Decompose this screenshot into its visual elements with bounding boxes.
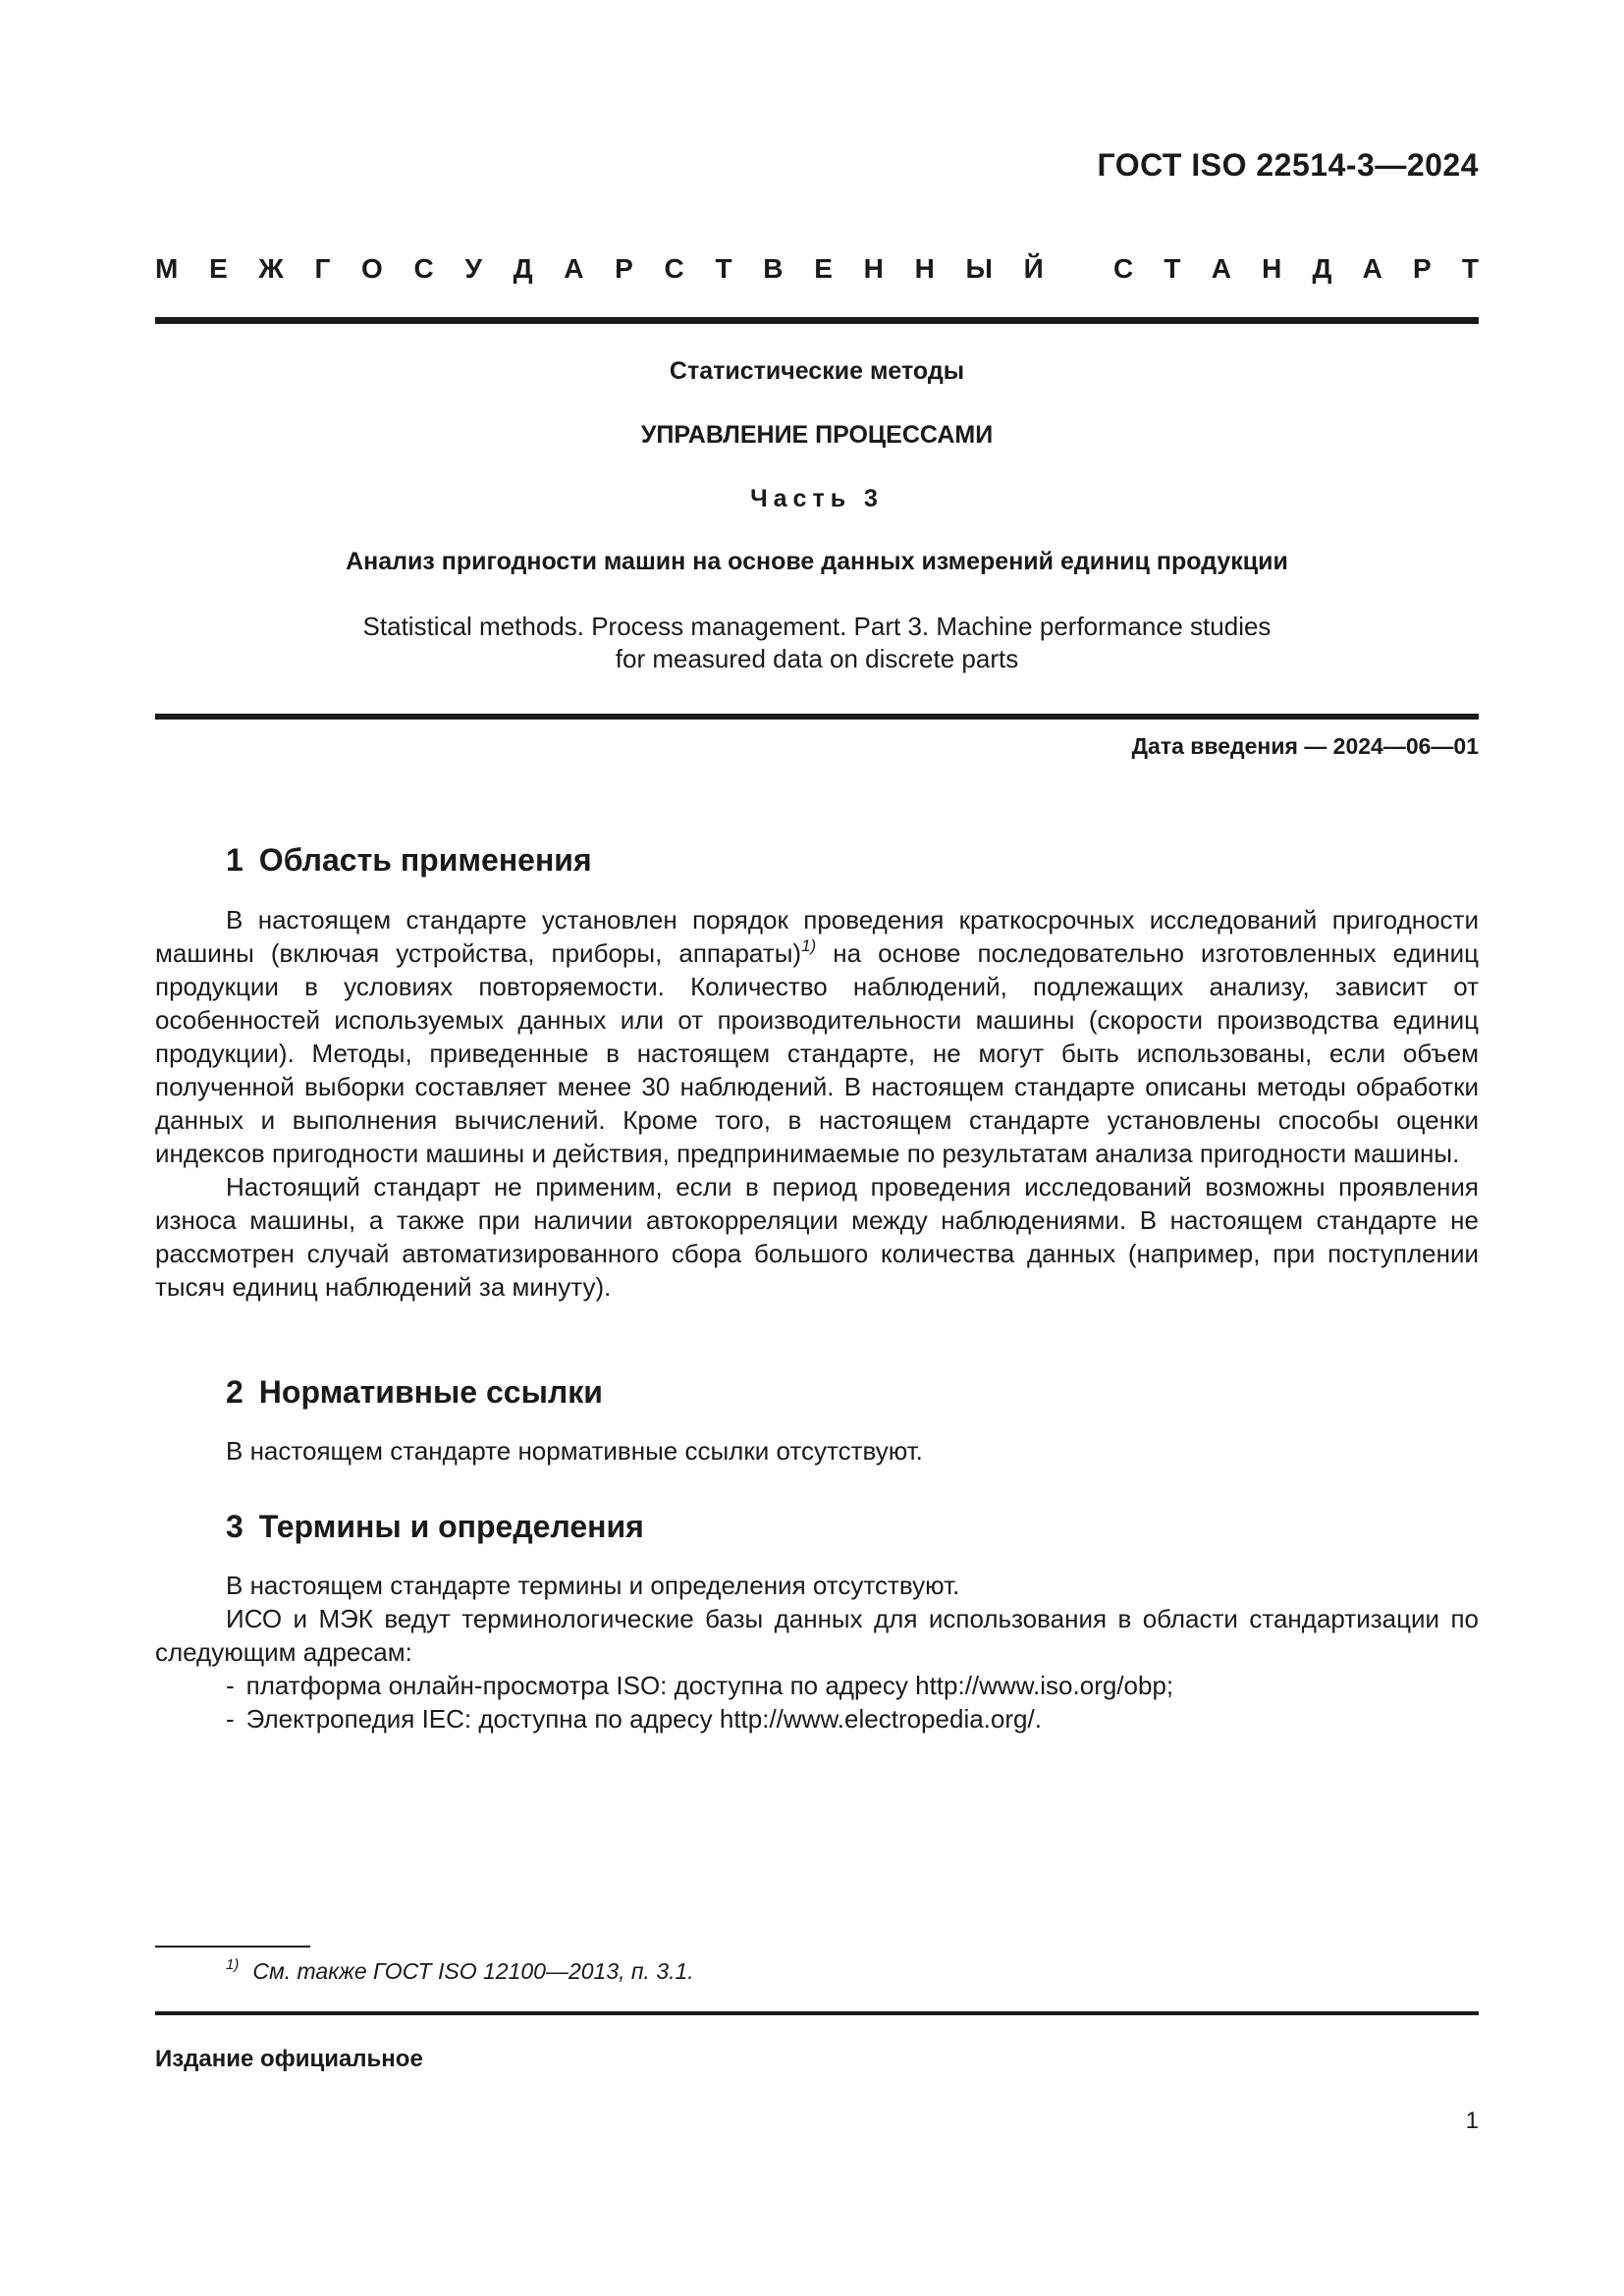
banner-letter: Д: [513, 253, 533, 284]
edition-label: Издание официальное: [155, 2046, 423, 2072]
footnote-text: См. также ГОСТ ISO 12100—2013, п. 3.1.: [252, 1958, 694, 1984]
section-body-normative-references: [155, 1434, 1479, 1468]
banner-letter: А: [564, 253, 584, 284]
title-category: Статистические методы: [669, 357, 965, 385]
section-body-terms: [155, 1569, 1479, 1735]
banner-letter: У: [464, 253, 482, 284]
footnote-separator: [155, 1946, 310, 1948]
banner-letter: Ы: [965, 253, 993, 284]
banner-letter: Т: [715, 253, 732, 284]
banner-letter: Н: [914, 253, 935, 284]
scope-paragraph-2: Настоящий стандарт не применим, если в период проведения исследований возможны проявления износа машины, а также при наличии автокорреляции между наблюдениями. В настоящем стандарте не рассмотрен случай автоматизированного сбора большого количества данных (например, при поступлении тысяч единиц наблюдений за минуту).: [155, 1172, 1479, 1302]
page-number: 1: [1465, 2108, 1479, 2134]
section-body-scope: [155, 903, 1479, 1304]
intro-date: Дата введения — 2024—06—01: [1131, 733, 1479, 759]
banner-letter: Е: [814, 253, 833, 284]
banner-letter: М: [155, 253, 179, 284]
section-title: Термины и определения: [258, 1509, 644, 1544]
title-english-line-2: for measured data on discrete parts: [615, 644, 1019, 673]
section-number: 2: [226, 1374, 244, 1410]
banner-letter: А: [1362, 253, 1382, 284]
banner-letter: А: [1211, 253, 1231, 284]
banner-letter: В: [763, 253, 784, 284]
section-heading-scope: [226, 842, 592, 879]
banner-letter: Н: [863, 253, 884, 284]
banner-letter: Т: [1164, 253, 1181, 284]
title-part: Часть 3: [750, 485, 884, 512]
banner-letter: С: [413, 253, 434, 284]
document-number: ГОСТ ISO 22514-3—2024: [1097, 147, 1479, 183]
section-title: Область применения: [258, 842, 592, 878]
section-heading-normative-references: [226, 1374, 603, 1411]
banner-letter: Р: [615, 253, 633, 284]
list-dash: -: [226, 1704, 235, 1734]
scope-paragraph-1-text-a: В настоящем стандарте установлен порядок проведения краткосрочных исследований пригодности машины (включая устройства, приборы, аппараты): [155, 905, 1479, 968]
title-subtitle: Анализ пригодности машин на основе данных измерений единиц продукции: [346, 548, 1288, 575]
terms-paragraph-1: В настоящем стандарте термины и определения отсутствуют.: [226, 1571, 960, 1600]
banner-letter: Т: [1461, 253, 1479, 284]
list-dash: -: [226, 1671, 235, 1700]
banner-letter: С: [1113, 253, 1134, 284]
footnote-mark: 1): [226, 1956, 240, 1973]
banner-letter: С: [664, 253, 684, 284]
title-english: [155, 611, 1479, 675]
list-item-text: платформа онлайн-просмотра ISO: доступна по адресу http://www.iso.org/obp;: [245, 1671, 1174, 1700]
banner-letter: Ж: [258, 253, 284, 284]
banner-letter: Г: [314, 253, 331, 284]
footnote: [226, 1956, 694, 1985]
scope-paragraph-1: [155, 903, 1479, 1170]
section-title: Нормативные ссылки: [258, 1374, 603, 1410]
banner-letter: Р: [1413, 253, 1432, 284]
section-number: 1: [226, 842, 244, 878]
interstate-word-2: [1113, 253, 1479, 285]
banner-letter: О: [361, 253, 383, 284]
top-divider: [155, 317, 1479, 324]
terms-paragraph-2: ИСО и МЭК ведут терминологические базы данных для использования в области стандартизации по следующим адресам:: [155, 1604, 1479, 1667]
title-divider: [155, 714, 1479, 720]
banner-letter: Н: [1262, 253, 1282, 284]
list-item: [155, 1702, 1479, 1735]
list-item: [155, 1669, 1479, 1702]
section-heading-terms: [226, 1509, 644, 1545]
section-number: 3: [226, 1509, 244, 1544]
list-item-text: Электропедия IEC: доступна по адресу http://www.electropedia.org/.: [245, 1704, 1042, 1734]
scope-paragraph-1-text-b: на основе последовательно изготовленных единиц продукции в условиях повторяемости. Количество наблюдений, подлежащих анализу, зависит от особенностей используемых данных или от производительности машины (скорости производства единиц продукции). Методы, приведенные в настоящем стандарте, не могут быть использованы, если объем полученной выборки составляет менее 30 наблюдений. В настоящем стандарте описаны методы обработки данных и выполнения вычислений. Кроме того, в настоящем стандарте установлены способы оценки индексов пригодности машины и действия, предпринимаемые по результатам анализа пригодности машины.: [155, 938, 1479, 1168]
footer-divider: [155, 2011, 1479, 2015]
normative-references-paragraph: В настоящем стандарте нормативные ссылки отсутствуют.: [226, 1436, 923, 1466]
banner-letter: Е: [209, 253, 228, 284]
title-main: УПРАВЛЕНИЕ ПРОЦЕССАМИ: [640, 421, 994, 449]
banner-letter: Й: [1023, 253, 1044, 284]
footnote-reference: 1): [801, 936, 817, 955]
banner-letter: Д: [1312, 253, 1332, 284]
interstate-word-1: [155, 253, 1044, 285]
interstate-standard-banner: [155, 253, 1479, 285]
title-english-line-1: Statistical methods. Process management. Part 3. Machine performance studies: [362, 612, 1272, 641]
